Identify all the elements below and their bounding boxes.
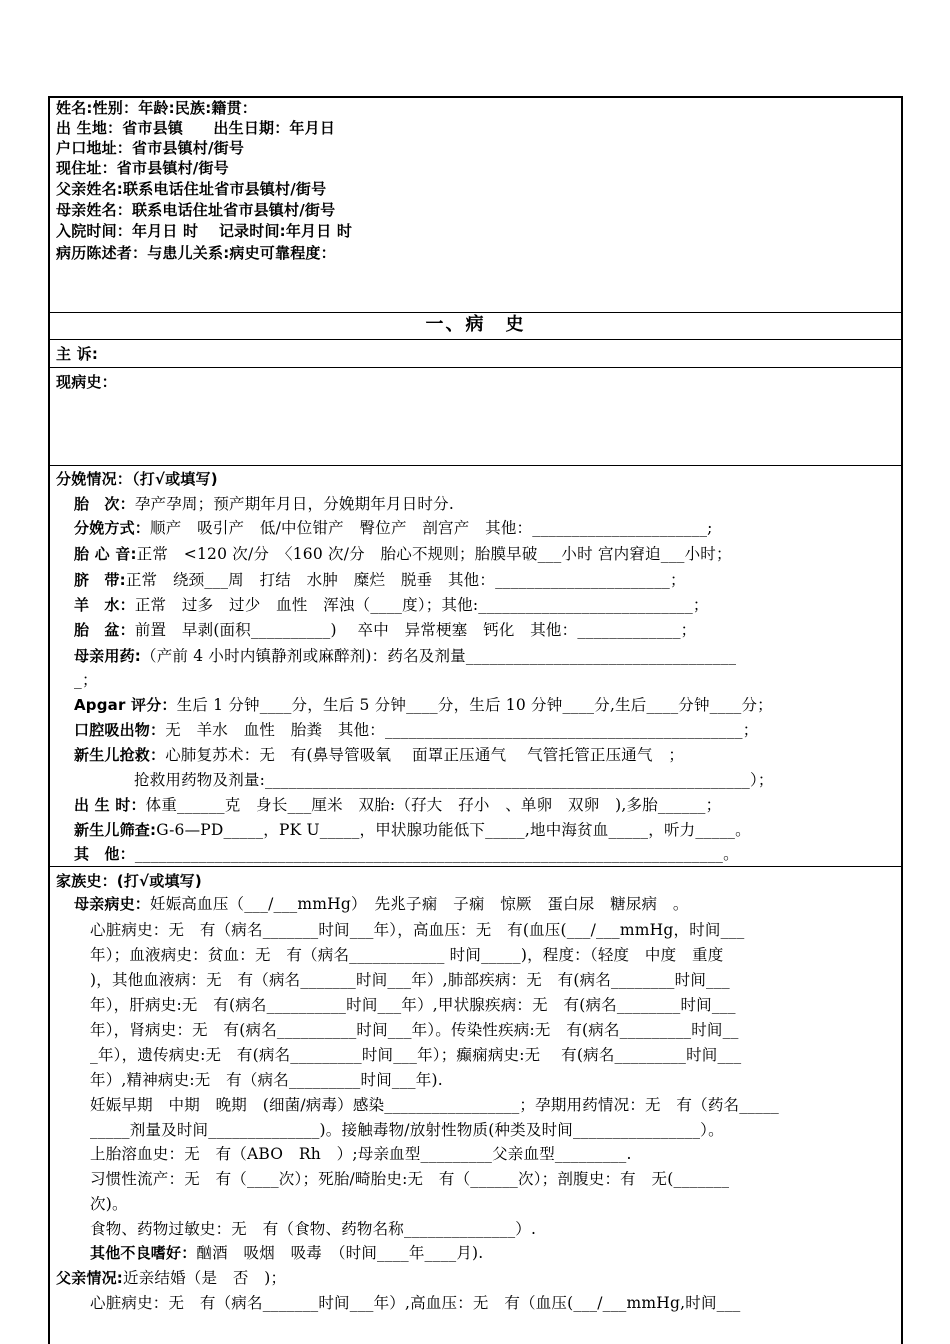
header-line-address: 现住址：省市县镇村/街号 [56, 159, 229, 177]
patient-info-block [50, 98, 901, 312]
delivery-row [74, 646, 736, 666]
father-history-line: 心脏病史：无 有（病名_______时间___年）,高血压：无 有（血压(___/___mmHg,时间___ [90, 1294, 741, 1312]
row-label: 脐 带: [74, 571, 126, 589]
mother-history-row [74, 894, 689, 914]
row-label: 羊 水： [74, 596, 135, 614]
present-illness-label: 现病史： [56, 373, 117, 391]
row-label: 新生儿抢救： [74, 746, 166, 764]
family-heading: 家族史：(打√或填写) [56, 872, 202, 890]
row-text: 近亲结婚（是 否 )； [123, 1269, 287, 1287]
row-label: 母亲用药: [74, 647, 141, 665]
family-line: _____剂量及时间______________)。接触毒物/放射性物质(种类及时间________________）。 [90, 1121, 724, 1139]
section-title: 一、病 史 [425, 314, 526, 335]
row-text: 妊娠高血压（___/___mmHg） 先兆子痫 子痫 惊厥 蛋白尿 糖尿病 。 [150, 895, 689, 913]
header-line-name: 姓名:性别：年龄:民族:籍贯： [56, 99, 257, 117]
delivery-heading: 分娩情况：（打√或填写) [56, 470, 218, 488]
row-label: 母亲病史： [74, 895, 151, 913]
delivery-row [74, 620, 696, 640]
delivery-row [74, 720, 758, 740]
row-text: 生后 1 分钟____分，生后 5 分钟____分，生后 10 分钟____分,生后____分钟____分； [176, 696, 773, 714]
family-line: 习惯性流产：无 有（____次）；死胎/畸胎史:无 有（______次）；剖腹史：有 无(_______ [90, 1170, 730, 1188]
delivery-row [74, 695, 773, 715]
family-line: 食物、药物过敏史：无 有（食物、药物名称______________）. [90, 1220, 537, 1238]
family-line: 妊娠早期 中期 晚期 (细菌/病毒）感染_________________；孕期用药情况：无 有（药名_____ [90, 1096, 779, 1114]
row-text: 酗酒 吸烟 吸毒 （时间____年____月). [196, 1244, 484, 1262]
delivery-row [74, 518, 713, 538]
family-line: 心脏病史：无 有（病名_______时间___年），高血压：无 有(血压(___/___mmHg，时间___ [90, 921, 745, 939]
header-line-mother: 母亲姓名：联系电话住址省市县镇村/街号 [56, 201, 336, 219]
divider [50, 339, 901, 340]
family-line: 年），肝病史:无 有(病名__________时间___年）,甲状腺疾病：无 有(病名________时间___ [90, 996, 736, 1014]
delivery-row [74, 844, 739, 864]
header-line-admission: 入院时间：年月日 时 记录时间:年月日 时 [56, 222, 353, 240]
father-row [56, 1268, 286, 1288]
row-label: 口腔吸出物： [74, 721, 166, 739]
family-line: 年），肾病史：无 有(病名__________时间___年）。传染性疾病:无 有(病名_________时间__ [90, 1021, 739, 1039]
family-line: 次)。 [90, 1195, 128, 1213]
row-label: 其 他： [74, 845, 135, 863]
delivery-row [134, 770, 774, 790]
bad-habits-row [90, 1243, 483, 1263]
row-text: __________________________________________________________________________。 [134, 845, 739, 863]
row-text: 体重______克 身长___厘米 双胎:（孖大 孖小 、单卵 双卵 ),多胎______； [145, 796, 722, 814]
row-text: 顺产 吸引产 低/中位钳产 臀位产 剖宫产 其他：______________________; [150, 519, 713, 537]
row-label: 胎 心 音: [74, 545, 137, 563]
delivery-row [74, 820, 751, 840]
header-line-household: 户口地址：省市县镇村/街号 [56, 139, 245, 157]
divider [50, 465, 901, 466]
row-text: 心肺复苏术：无 有(鼻导管吸氧 面罩正压通气 气管托管正压通气 ； [165, 746, 685, 764]
divider [50, 866, 901, 867]
row-text: G-6—PD_____，PK U_____，甲状腺功能低下_____,地中海贫血_____，听力_____。 [156, 821, 751, 839]
chief-complaint-label: 主 诉: [56, 345, 99, 363]
delivery-row [74, 544, 732, 564]
row-text: _； [74, 671, 98, 689]
row-label: 其他不良嗜好： [90, 1244, 197, 1262]
delivery-row [74, 795, 721, 815]
row-text: 前置 早剥(面积__________) 卒中 异常梗塞 钙化 其他：_____________； [134, 621, 697, 639]
family-line: 上胎溶血史：无 有（ABO Rh ）;母亲血型_________父亲血型_________. [90, 1145, 632, 1163]
divider [50, 367, 901, 368]
family-line: 年）,精神病史:无 有（病名_________时间___年). [90, 1071, 443, 1089]
row-label: Apgar 评分： [74, 696, 177, 714]
delivery-row [74, 670, 98, 690]
row-label: 新生儿筛查: [74, 821, 157, 839]
family-line: )，其他血液病：无 有（病名_______时间___年）,肺部疾病：无 有(病名________时间___ [90, 971, 730, 989]
delivery-row [74, 494, 454, 514]
family-line: _年），遗传病史:无 有(病名_________时间___年）；癫痫病史:无 有(病名_________时间___ [90, 1046, 742, 1064]
row-text: 抢救用药物及剂量:_____________________________________________________________）； [134, 771, 774, 789]
medical-record-form [48, 96, 903, 1344]
row-label: 分娩方式： [74, 519, 151, 537]
row-text: 孕产孕周；预产期年月日，分娩期年月日时分. [134, 495, 454, 513]
row-label: 胎 次： [74, 495, 135, 513]
delivery-row [74, 595, 709, 615]
delivery-row [74, 745, 684, 765]
row-label: 父亲情况: [56, 1269, 123, 1287]
header-line-birthplace: 出 生地：省市县镇 出生日期：年月日 [56, 119, 336, 137]
header-line-narrator: 病历陈述者：与患儿关系:病史可靠程度： [56, 244, 336, 262]
header-line-father: 父亲姓名:联系电话住址省市县镇村/街号 [56, 180, 327, 198]
family-line: 年）；血液病史：贫血：无 有（病名____________ 时间_____)，程度：（轻度 中度 重度 [90, 946, 724, 964]
row-label: 出 生 时： [74, 796, 146, 814]
row-text: 无 羊水 血性 胎粪 其他：_____________________________________________； [165, 721, 759, 739]
row-text: 正常 <120 次/分 〈160 次/分 胎心不规则；胎膜早破___小时 宫内窘迫___小时； [136, 545, 732, 563]
row-text: 正常 过多 过少 血性 浑浊（____度）；其他:___________________________； [134, 596, 709, 614]
row-label: 胎 盆： [74, 621, 135, 639]
row-text: （产前 4 小时内镇静剂或麻醉剂)：药名及剂量__________________________________ [141, 647, 737, 665]
row-text: 正常 绕颈___周 打结 水肿 糜烂 脱垂 其他：______________________； [125, 571, 686, 589]
delivery-row [74, 570, 686, 590]
